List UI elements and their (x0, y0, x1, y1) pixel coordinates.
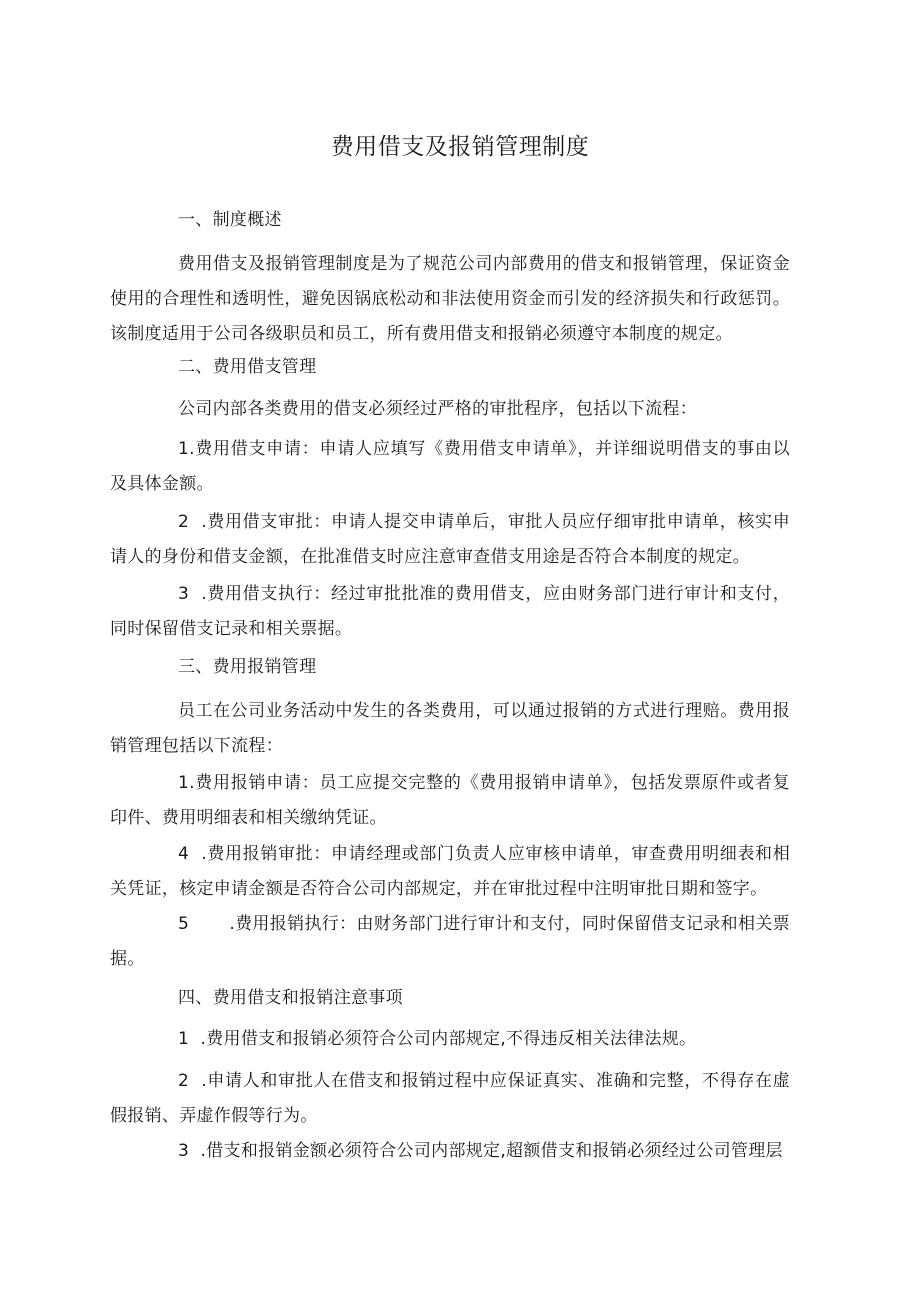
list-text: .费用报销审批：申请经理或部门负责人应审核申请单，审查费用明细表和相关凭证，核定申请金额是否符合公司内部规定，并在审批过程中注明审批日期和签字。 (110, 844, 790, 899)
section-heading-overview: 一、制度概述 (178, 210, 282, 230)
list-item-reimbursement-1: 1.费用报销申请：员工应提交完整的《费用报销申请单》，包括发票原件或者复印件、费用明细表和相关缴纳凭证。 (110, 773, 790, 828)
list-number: 2 (178, 512, 190, 532)
paragraph-advance-intro: 公司内部各类费用的借支必须经过严格的审批程序，包括以下流程： (178, 399, 697, 419)
list-number: 3 (178, 1141, 190, 1161)
list-item-advance-3 (110, 577, 790, 647)
list-item-notes-1 (110, 1022, 790, 1057)
list-number: 3 (178, 584, 190, 604)
list-number: 5 (178, 914, 190, 934)
list-number: 2 (178, 1071, 190, 1091)
list-text: .借支和报销金额必须符合公司内部规定,超额借支和报销必须经过公司管理层 (200, 1141, 783, 1161)
list-text: .费用借支和报销必须符合公司内部规定,不得违反相关法律法规。 (200, 1029, 697, 1049)
paragraph-reimbursement-intro: 员工在公司业务活动中发生的各类费用，可以通过报销的方式进行理赔。费用报销管理包括以下流程： (110, 701, 790, 756)
list-text: .申请人和审批人在借支和报销过程中应保证真实、准确和完整，不得存在虚假报销、弄虚作假等行为。 (110, 1071, 790, 1126)
list-item-notes-2 (110, 1064, 790, 1134)
list-text: .费用借支执行：经过审批批准的费用借支，应由财务部门进行审计和支付，同时保留借支记录和相关票据。 (110, 584, 790, 639)
paragraph-overview: 费用借支及报销管理制度是为了规范公司内部费用的借支和报销管理，保证资金使用的合理性和透明性，避免因锅底松动和非法使用资金而引发的经济损失和行政惩罚。该制度适用于公司各级职员和员工，所有费用借支和报销必须遵守本制度的规定。 (110, 254, 790, 344)
list-item-reimbursement-5 (110, 907, 790, 977)
list-item-notes-3 (110, 1134, 790, 1169)
list-item-reimbursement-4 (110, 837, 790, 907)
list-number: 1 (178, 1029, 190, 1049)
list-text: .费用报销执行：由财务部门进行审计和支付，同时保留借支记录和相关票据。 (110, 914, 790, 969)
list-item-advance-1: 1.费用借支申请：申请人应填写《费用借支申请单》，并详细说明借支的事由以及具体金额。 (110, 439, 790, 494)
list-text: .费用借支审批：申请人提交申请单后，审批人员应仔细审批申请单，核实申请人的身份和借支金额，在批准借支时应注意审查借支用途是否符合本制度的规定。 (110, 512, 790, 567)
list-number: 4 (178, 844, 190, 864)
section-heading-advance: 二、费用借支管理 (178, 357, 317, 377)
document-title: 费用借支及报销管理制度 (330, 134, 590, 160)
list-item-advance-2 (110, 505, 790, 575)
section-heading-reimbursement: 三、费用报销管理 (178, 657, 317, 677)
section-heading-notes: 四、费用借支和报销注意事项 (178, 988, 403, 1008)
